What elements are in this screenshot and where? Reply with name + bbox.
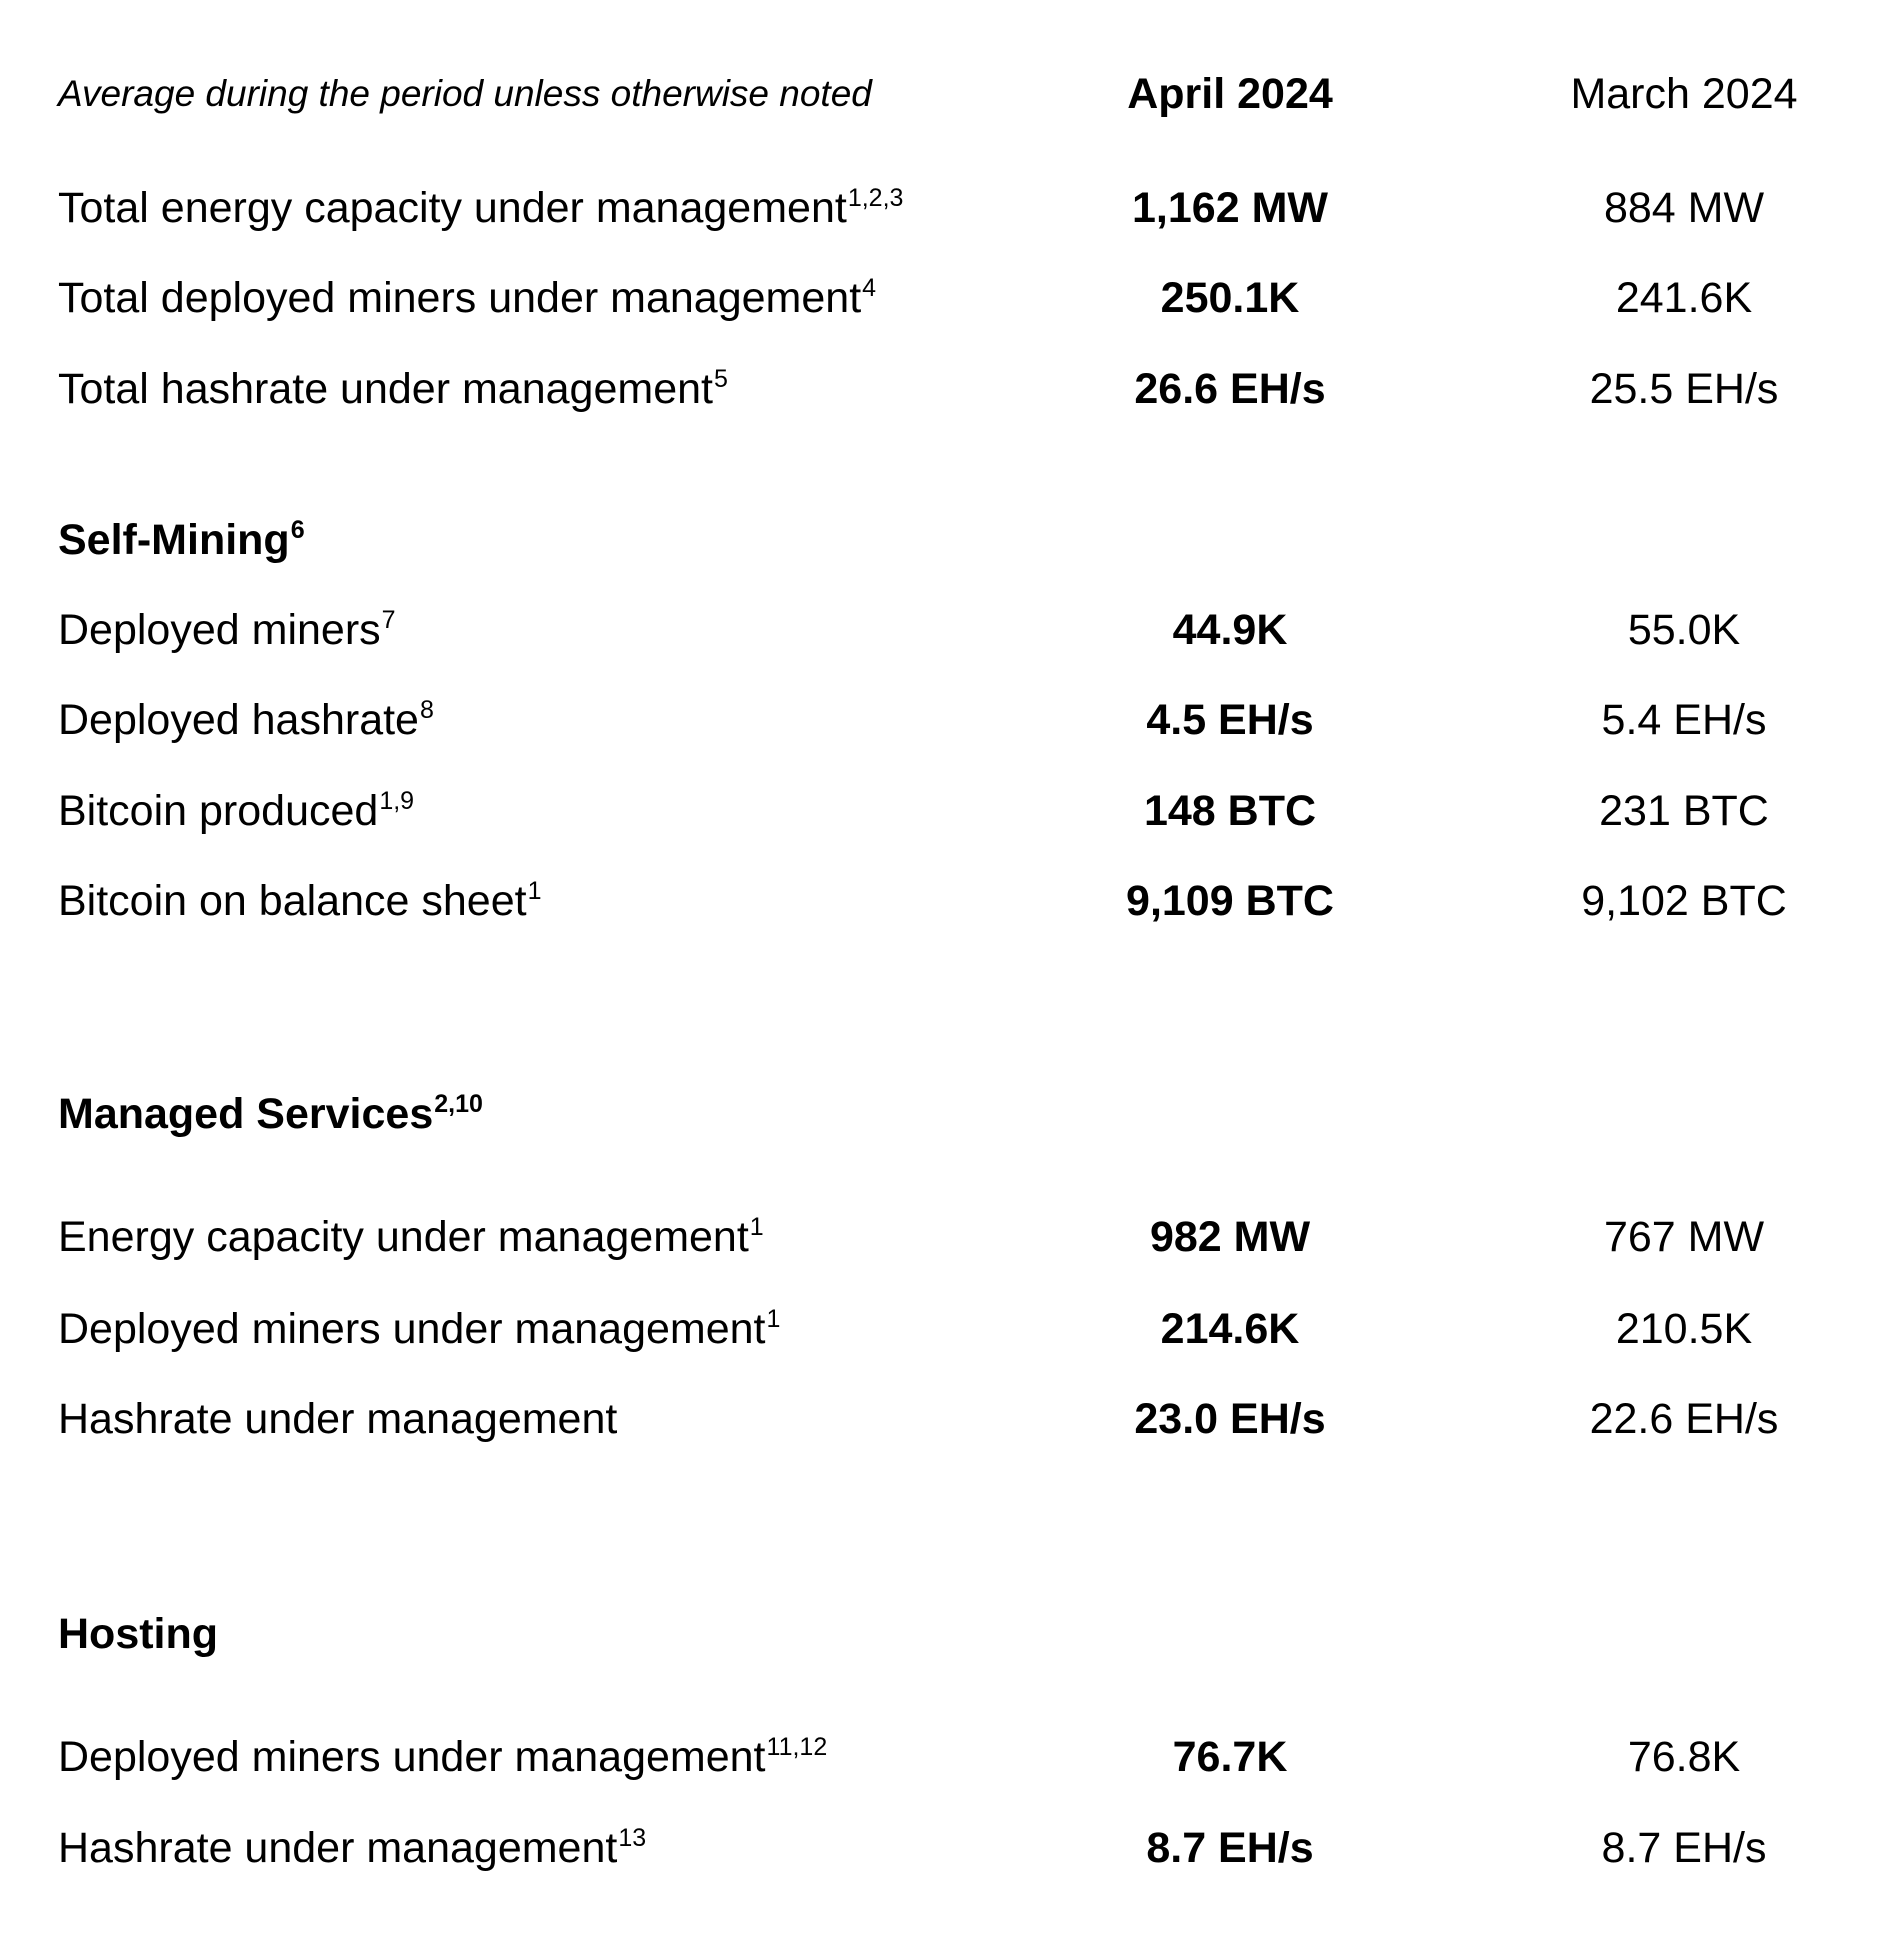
row-label: Deployed miners under management$^1$ <box>58 1305 781 1353</box>
current-value: 250.1K <box>1160 274 1300 322</box>
table-row <box>0 1808 1880 1888</box>
section-title: Managed Services$^{2,10}$ <box>58 1090 483 1138</box>
table-row <box>0 168 1880 248</box>
table-row <box>0 1197 1880 1277</box>
row-label: Bitcoin on balance sheet$^1$ <box>58 877 542 925</box>
previous-value: 9,102 BTC <box>1581 877 1787 925</box>
current-value: 9,109 BTC <box>1126 877 1334 925</box>
table-row <box>0 680 1880 760</box>
section-heading-hosting <box>0 1594 1880 1674</box>
row-label: Deployed miners$^7$ <box>58 606 396 654</box>
current-value: 23.0 EH/s <box>1134 1395 1326 1443</box>
footnote-ref: 11,12 <box>766 1733 828 1761</box>
section-title: Hosting <box>58 1610 219 1658</box>
footnote-ref: 5 <box>713 365 728 393</box>
previous-value: 241.6K <box>1615 274 1753 322</box>
section-heading-self-mining <box>0 500 1880 580</box>
table-header-row <box>0 54 1880 134</box>
section-title: Self-Mining$^6$ <box>58 516 305 564</box>
row-label: Hashrate under management$^{13}$ <box>58 1824 647 1872</box>
row-label: Total deployed miners under management$^4$ <box>58 274 877 322</box>
current-value: 982 MW <box>1149 1213 1311 1261</box>
column-header-previous: March 2024 <box>1570 70 1798 118</box>
footnote-ref: 6 <box>290 516 305 544</box>
row-label: Hashrate under management <box>58 1395 618 1443</box>
table-row <box>0 590 1880 670</box>
current-value: 8.7 EH/s <box>1146 1824 1314 1872</box>
footnote-ref: 1 <box>766 1305 781 1333</box>
footnote-ref: 2,10 <box>434 1090 483 1118</box>
row-label: Total hashrate under management$^5$ <box>58 365 728 413</box>
footnote-ref: 1 <box>527 877 542 905</box>
footnote-ref: 7 <box>381 606 396 634</box>
footnote-ref: 1,9 <box>379 787 415 815</box>
footnote-ref: 4 <box>862 274 877 302</box>
current-value: 148 BTC <box>1143 787 1317 835</box>
current-value: 76.7K <box>1172 1733 1288 1781</box>
row-label: Energy capacity under management$^1$ <box>58 1213 764 1261</box>
footnote-ref: 1 <box>749 1213 764 1241</box>
section-heading-managed-services <box>0 1074 1880 1154</box>
current-value: 4.5 EH/s <box>1146 696 1314 744</box>
table-row <box>0 258 1880 338</box>
current-value: 44.9K <box>1172 606 1288 654</box>
previous-value: 5.4 EH/s <box>1601 696 1767 744</box>
table-row <box>0 1717 1880 1797</box>
column-header-current: April 2024 <box>1127 70 1333 118</box>
previous-value: 76.8K <box>1627 1733 1741 1781</box>
current-value: 214.6K <box>1160 1305 1300 1353</box>
row-label: Deployed hashrate$^8$ <box>58 696 434 744</box>
footnote-ref: 8 <box>419 696 434 724</box>
period-note: Average during the period unless otherwise noted <box>58 73 872 114</box>
previous-value: 8.7 EH/s <box>1601 1824 1767 1872</box>
current-value: 26.6 EH/s <box>1134 365 1326 413</box>
previous-value: 25.5 EH/s <box>1589 365 1779 413</box>
previous-value: 210.5K <box>1615 1305 1753 1353</box>
previous-value: 231 BTC <box>1599 787 1769 835</box>
previous-value: 22.6 EH/s <box>1589 1395 1779 1443</box>
footnote-ref: 1,2,3 <box>847 184 904 212</box>
table-row <box>0 349 1880 429</box>
table-row <box>0 1379 1880 1459</box>
footnote-ref: 13 <box>618 1824 647 1852</box>
table-row <box>0 861 1880 941</box>
row-label: Total energy capacity under management$^{1,2,3}$ <box>58 184 904 232</box>
previous-value: 884 MW <box>1603 184 1765 232</box>
table-row <box>0 771 1880 851</box>
table-row <box>0 1289 1880 1369</box>
previous-value: 767 MW <box>1603 1213 1765 1261</box>
row-label: Bitcoin produced$^{1,9}$ <box>58 787 415 835</box>
previous-value: 55.0K <box>1627 606 1741 654</box>
current-value: 1,162 MW <box>1132 184 1328 232</box>
row-label: Deployed miners under management$^{11,12}$ <box>58 1733 828 1781</box>
